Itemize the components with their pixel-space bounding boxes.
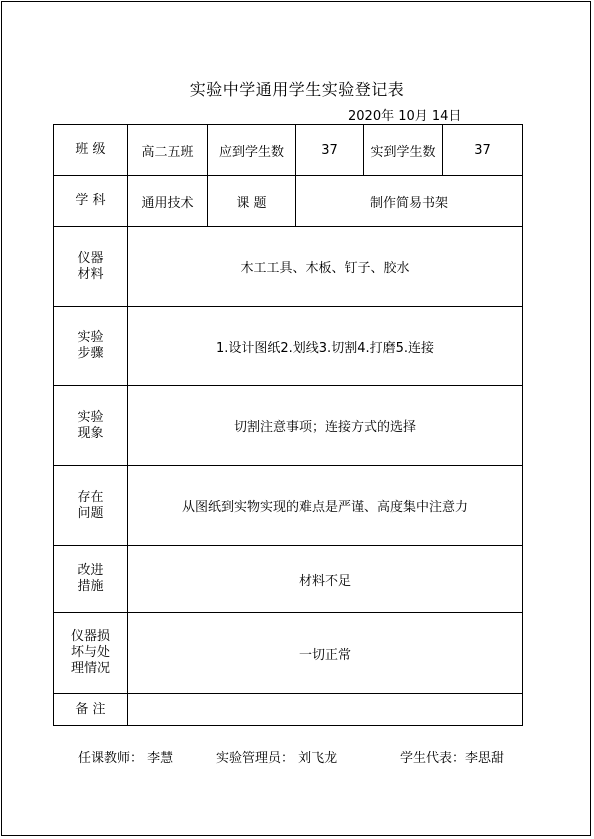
class-label: 班 级	[54, 125, 128, 176]
improvement-label: 改进 措施	[54, 546, 128, 613]
actual-students-value: 37	[443, 125, 523, 176]
table-row	[54, 546, 523, 613]
actual-students-label: 实到学生数	[364, 125, 443, 176]
steps-label: 实验 步骤	[54, 307, 128, 386]
form-title: 实验中学通用学生实验登记表	[189, 80, 405, 99]
remark-value	[128, 694, 523, 726]
form-date: 2020年 10月 14日	[348, 109, 462, 124]
materials-label: 仪器 材料	[54, 227, 128, 307]
expected-students-label: 应到学生数	[208, 125, 296, 176]
table-row	[54, 307, 523, 386]
table-row	[54, 125, 523, 176]
subject-label: 学 科	[54, 176, 128, 227]
phenomena-value: 切割注意事项；连接方式的选择	[128, 386, 523, 466]
remark-label: 备 注	[54, 694, 128, 726]
manager-signature: 实验管理员： 刘飞龙	[216, 751, 338, 766]
table-row	[54, 466, 523, 546]
subject-value: 通用技术	[128, 176, 208, 227]
teacher-signature: 任课教师： 李慧	[78, 751, 174, 766]
table-row	[54, 386, 523, 466]
registration-table	[53, 124, 523, 726]
topic-value: 制作简易书架	[296, 176, 523, 227]
table-row	[54, 227, 523, 307]
equipment-damage-label: 仪器损 坏与处 理情况	[54, 613, 128, 694]
student-representative: 学生代表：李思甜	[400, 751, 505, 766]
class-value: 高二五班	[128, 125, 208, 176]
phenomena-label: 实验 现象	[54, 386, 128, 466]
materials-value: 木工工具、木板、钉子、胶水	[128, 227, 523, 307]
table-row	[54, 694, 523, 726]
topic-label: 课 题	[208, 176, 296, 227]
equipment-damage-value: 一切正常	[128, 613, 523, 694]
problems-label: 存在 问题	[54, 466, 128, 546]
expected-students-value: 37	[296, 125, 364, 176]
problems-value: 从图纸到实物实现的难点是严谨、高度集中注意力	[128, 466, 523, 546]
table-row	[54, 176, 523, 227]
steps-value: 1.设计图纸2.划线3.切割4.打磨5.连接	[128, 307, 523, 386]
improvement-value: 材料不足	[128, 546, 523, 613]
table-row	[54, 613, 523, 694]
